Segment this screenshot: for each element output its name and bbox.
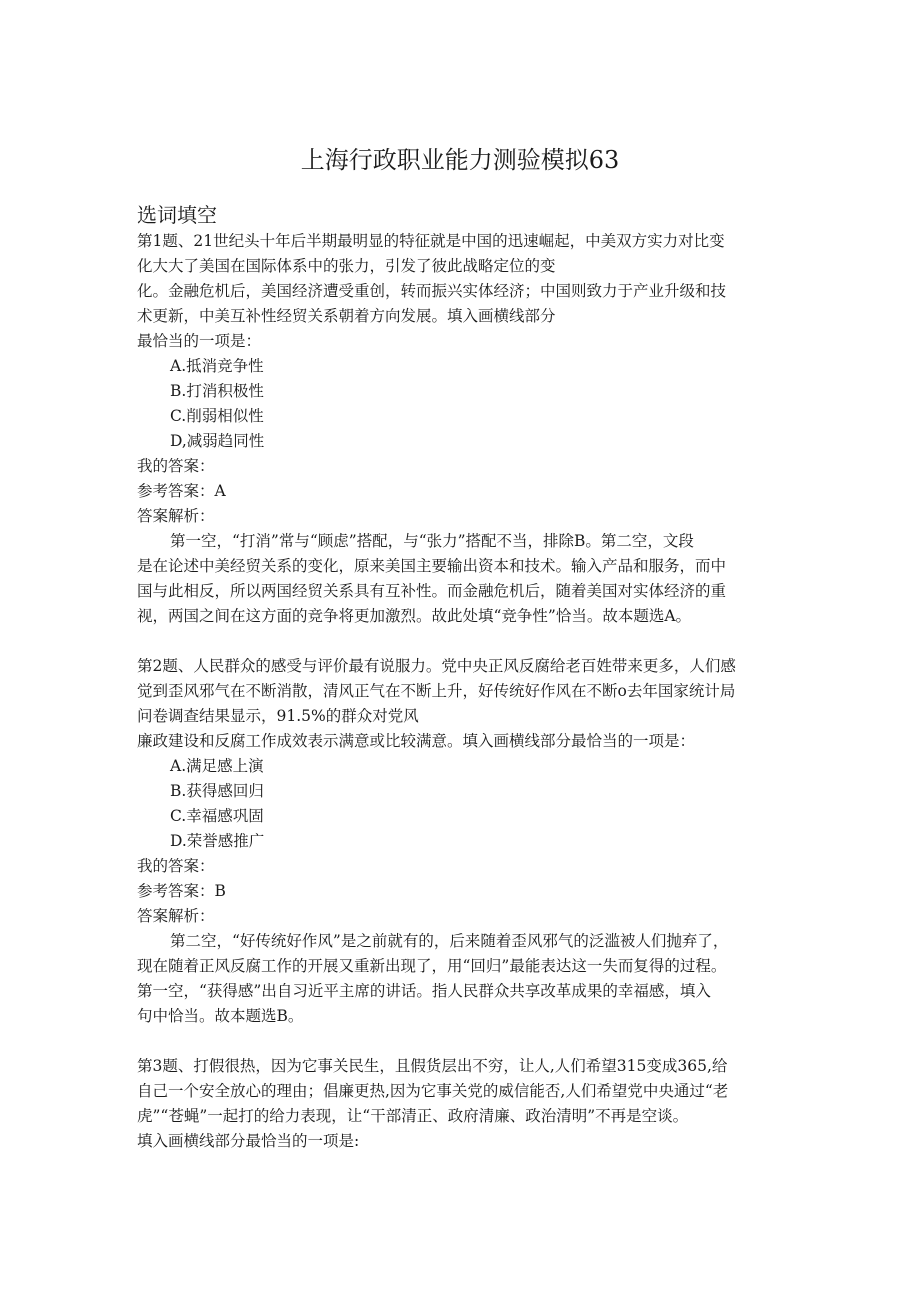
- question-2-analysis-label: 答案解析：: [137, 907, 215, 925]
- question-2-analysis-line: 第一空，“获得感”出自习近平主席的讲话。指人民群众共享改革成果的幸福感，填入: [137, 982, 711, 1000]
- question-1: [137, 229, 787, 629]
- question-1-option-d: D,减弱趋同性: [170, 432, 265, 450]
- question-1-analysis-line: 国与此相反，所以两国经贸关系具有互补性。而金融危机后，随着美国对实体经济的重: [137, 582, 727, 600]
- question-2-my-answer: 我的答案：: [137, 857, 215, 875]
- question-1-analysis-line: 视，两国之间在这方面的竞争将更加激烈。故此处填“竞争性”恰当。故本题选A。: [137, 607, 692, 625]
- spacer: [137, 629, 787, 654]
- question-1-stem-line: 术更新，中美互补性经贸关系朝着方向发展。填入画横线部分: [137, 307, 556, 325]
- question-2-option-c: C.幸福感巩固: [170, 807, 264, 825]
- question-1-analysis-line: 第一空，“打消”常与“顾虑”搭配，与“张力”搭配不当，排除B。第二空，文段: [170, 532, 694, 550]
- question-2-analysis-line: 句中恰当。故本题选B。: [137, 1007, 304, 1025]
- question-2-analysis-line: 第二空，“好传统好作风”是之前就有的，后来随着歪风邪气的泛滥被人们抛弃了，: [170, 932, 729, 950]
- question-2-stem-line: 觉到歪风邪气在不断消散，清风正气在不断上升，好传统好作风在不断o去年国家统计局: [137, 682, 736, 700]
- question-2-stem-line: 廉政建设和反腐工作成效表示满意或比较满意。填入画横线部分最恰当的一项是：: [137, 732, 696, 750]
- question-1-option-b: B.打消积极性: [170, 382, 264, 400]
- question-2-analysis-line: 现在随着正风反腐工作的开展又重新出现了，用“回归”最能表达这一失而复得的过程。: [137, 957, 727, 975]
- document-content: [137, 229, 787, 1154]
- question-1-my-answer: 我的答案：: [137, 457, 215, 475]
- question-2-reference-answer: 参考答案：B: [137, 882, 226, 900]
- question-1-analysis-label: 答案解析：: [137, 507, 215, 525]
- question-2-option-d: D.荣誉感推广: [170, 832, 265, 850]
- question-3-stem-line: 自己一个安全放心的理由；倡廉更热,因为它事关党的威信能否,人们希望党中央通过“老: [137, 1082, 729, 1100]
- page-title: 上海行政职业能力测验模拟63: [300, 146, 620, 174]
- spacer: [137, 1029, 787, 1054]
- question-3: [137, 1054, 787, 1154]
- question-2-stem-line: 第2题、人民群众的感受与评价最有说服力。党中央正风反腐给老百姓带来更多，人们感: [137, 657, 736, 675]
- question-1-stem-line: 最恰当的一项是：: [137, 332, 262, 350]
- question-1-analysis-line: 是在论述中美经贸关系的变化，原来美国主要输出资本和技术。输入产品和服务，而中: [137, 557, 727, 575]
- question-1-option-c: C.削弱相似性: [170, 407, 264, 425]
- question-1-stem-line: 第1题、21世纪头十年后半期最明显的特征就是中国的迅速崛起，中美双方实力对比变: [137, 232, 725, 250]
- section-title: 选词填空: [137, 203, 217, 227]
- question-3-stem-line: 第3题、打假很热，因为它事关民生，且假货层出不穷，让人,人们希望315变成365,给: [137, 1057, 728, 1075]
- question-3-stem-line: 虎”“苍蝇”一起打的给力表现，让“干部清正、政府清廉、政治清明”不再是空谈。: [137, 1107, 689, 1125]
- question-1-stem-line: 化大大了美国在国际体系中的张力，引发了彼此战略定位的变: [137, 257, 556, 275]
- question-2-option-b: B.获得感回归: [170, 782, 264, 800]
- question-2-stem-line: 问卷调查结果显示，91.5%的群众对党风: [137, 707, 419, 725]
- question-1-reference-answer: 参考答案：A: [137, 482, 226, 500]
- question-1-stem-line: 化。金融危机后，美国经济遭受重创，转而振兴实体经济；中国则致力于产业升级和技: [137, 282, 727, 300]
- question-3-stem-line: 填入画横线部分最恰当的一项是:: [137, 1132, 360, 1150]
- question-2-option-a: A.满足感上演: [170, 757, 264, 775]
- question-2: [137, 654, 787, 1029]
- question-1-option-a: A.抵消竞争性: [170, 357, 264, 375]
